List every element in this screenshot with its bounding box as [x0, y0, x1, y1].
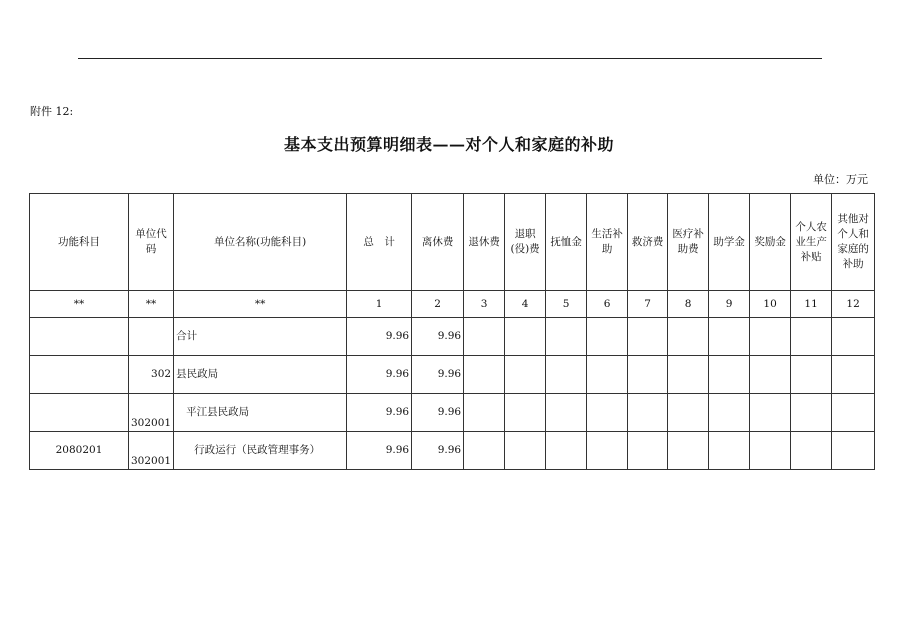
header-cell: 退职(役)费: [505, 194, 546, 291]
empty-cell: [464, 394, 505, 432]
index-cell: 6: [587, 291, 628, 318]
retire-cadre-cell: 9.96: [412, 356, 464, 394]
empty-cell: [587, 356, 628, 394]
empty-cell: [628, 356, 668, 394]
empty-cell: [587, 394, 628, 432]
empty-cell: [464, 356, 505, 394]
index-cell: **: [129, 291, 174, 318]
header-cell: 助学金: [709, 194, 750, 291]
header-cell: 单位名称(功能科目): [174, 194, 347, 291]
empty-cell: [546, 318, 587, 356]
index-cell: 10: [750, 291, 791, 318]
empty-cell: [587, 318, 628, 356]
index-cell: 5: [546, 291, 587, 318]
function-code-cell: [30, 356, 129, 394]
unit-name-cell: 合计: [174, 318, 347, 356]
empty-cell: [668, 356, 709, 394]
header-cell: 个人农业生产补贴: [791, 194, 832, 291]
empty-cell: [709, 356, 750, 394]
header-cell: 其他对个人和家庭的补助: [832, 194, 875, 291]
unit-name-cell: 县民政局: [174, 356, 347, 394]
empty-cell: [505, 394, 546, 432]
empty-cell: [587, 432, 628, 470]
index-cell: 12: [832, 291, 875, 318]
empty-cell: [791, 356, 832, 394]
document-title: 基本支出预算明细表——对个人和家庭的补助: [283, 135, 614, 154]
total-cell: 9.96: [347, 394, 412, 432]
empty-cell: [791, 432, 832, 470]
retire-cadre-cell: 9.96: [412, 432, 464, 470]
retire-cadre-cell: 9.96: [412, 394, 464, 432]
header-cell: 奖励金: [750, 194, 791, 291]
total-cell: 9.96: [347, 432, 412, 470]
retire-cadre-cell: 9.96: [412, 318, 464, 356]
function-code-cell: 2080201: [30, 432, 129, 470]
header-cell: 功能科目: [30, 194, 129, 291]
header-cell: 救济费: [628, 194, 668, 291]
empty-cell: [505, 356, 546, 394]
empty-cell: [668, 432, 709, 470]
function-code-cell: [30, 394, 129, 432]
empty-cell: [791, 394, 832, 432]
empty-cell: [628, 394, 668, 432]
index-cell: 11: [791, 291, 832, 318]
empty-cell: [546, 394, 587, 432]
unit-code-cell: 302001: [129, 432, 174, 470]
empty-cell: [464, 318, 505, 356]
header-cell: 生活补助: [587, 194, 628, 291]
unit-name-cell: 平江县民政局: [174, 394, 347, 432]
header-cell: 离休费: [412, 194, 464, 291]
empty-cell: [750, 394, 791, 432]
total-cell: 9.96: [347, 318, 412, 356]
empty-cell: [505, 318, 546, 356]
index-cell: 9: [709, 291, 750, 318]
table-index-row: [30, 291, 875, 318]
index-cell: 4: [505, 291, 546, 318]
empty-cell: [791, 318, 832, 356]
table-row: [30, 432, 875, 470]
unit-code-cell: [129, 318, 174, 356]
attachment-label: 附件 12:: [30, 105, 74, 118]
empty-cell: [832, 432, 875, 470]
index-cell: **: [30, 291, 129, 318]
top-divider-line: [78, 58, 822, 59]
index-cell: 8: [668, 291, 709, 318]
index-cell: 2: [412, 291, 464, 318]
unit-code-cell: 302: [129, 356, 174, 394]
function-code-cell: [30, 318, 129, 356]
table-row: [30, 356, 875, 394]
empty-cell: [505, 432, 546, 470]
index-cell: **: [174, 291, 347, 318]
table-header-row: [30, 194, 875, 291]
empty-cell: [628, 318, 668, 356]
header-cell: 退休费: [464, 194, 505, 291]
header-cell: 单位代码: [129, 194, 174, 291]
empty-cell: [832, 318, 875, 356]
empty-cell: [750, 432, 791, 470]
unit-label: 单位：万元: [813, 173, 868, 186]
budget-table: [29, 193, 875, 470]
empty-cell: [668, 394, 709, 432]
empty-cell: [709, 394, 750, 432]
empty-cell: [546, 356, 587, 394]
table-row: [30, 394, 875, 432]
unit-code-cell: 302001: [129, 394, 174, 432]
table-row: [30, 318, 875, 356]
header-cell: 医疗补助费: [668, 194, 709, 291]
unit-name-cell: 行政运行（民政管理事务）: [174, 432, 347, 470]
empty-cell: [464, 432, 505, 470]
empty-cell: [668, 318, 709, 356]
header-cell: 抚恤金: [546, 194, 587, 291]
empty-cell: [750, 356, 791, 394]
empty-cell: [832, 394, 875, 432]
index-cell: 1: [347, 291, 412, 318]
empty-cell: [750, 318, 791, 356]
empty-cell: [546, 432, 587, 470]
empty-cell: [709, 318, 750, 356]
total-cell: 9.96: [347, 356, 412, 394]
empty-cell: [709, 432, 750, 470]
index-cell: 3: [464, 291, 505, 318]
header-cell: 总 计: [347, 194, 412, 291]
empty-cell: [628, 432, 668, 470]
empty-cell: [832, 356, 875, 394]
index-cell: 7: [628, 291, 668, 318]
